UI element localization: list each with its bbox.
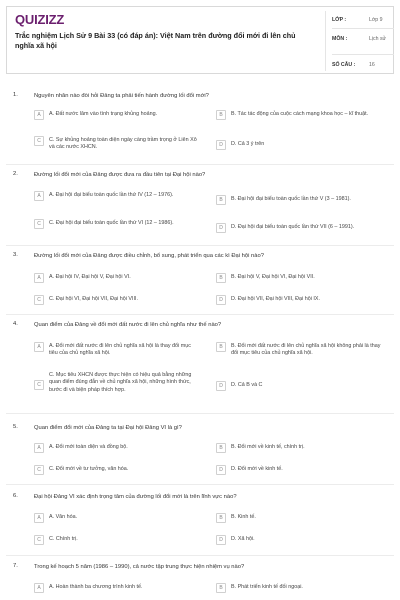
meta-separator	[332, 54, 394, 55]
option-text: D. Đại hội đại biểu toàn quốc lần thứ VII (6 – 1991).	[231, 224, 355, 230]
option-letter-box: C	[34, 136, 44, 146]
quizizz-logo: QUIZIZZ	[15, 12, 65, 27]
question-number: 6.	[13, 493, 18, 499]
option-letter-box: B	[216, 195, 226, 205]
option-letter-box: B	[216, 273, 226, 283]
option-letter-box: A	[34, 583, 44, 593]
option-letter-box: A	[34, 273, 44, 283]
option-letter-box: B	[216, 513, 226, 523]
meta-value-class: Lớp 9	[369, 17, 383, 23]
question-text: Đường lối đổi mới của Đảng được đưa ra đầu tiên tại Đại hội nào?	[34, 172, 206, 178]
question-text: Nguyên nhân nào đòi hỏi Đảng ta phải tiến hành đường lối đổi mới?	[34, 93, 209, 99]
option-letter-box: A	[34, 110, 44, 120]
question-text: Quan điểm đổi mới của Đảng ta tại Đại hội Đảng VI là gì?	[34, 425, 182, 431]
option-text: B. Đại hội V, Đại hội VI, Đại hội VII.	[231, 274, 315, 280]
question-separator	[6, 484, 394, 485]
option-text: B. Kinh tế.	[231, 514, 256, 520]
question-number: 5.	[13, 424, 18, 430]
option-text: B. Tác tác động của cuộc cách mạng khoa học – kĩ thuật.	[231, 111, 369, 117]
option-letter-box: A	[34, 513, 44, 523]
meta-label-subject: MÔN :	[332, 36, 348, 42]
option-text: B. Đại hội đại biểu toàn quốc lần thứ V (3 – 1981).	[231, 196, 351, 202]
question-text: Quan điểm của Đảng về đổi mới đất nước đi lên chủ nghĩa như thế nào?	[34, 322, 222, 328]
option-letter-box: D	[216, 295, 226, 305]
question-separator	[6, 555, 394, 556]
question-number: 4.	[13, 321, 18, 327]
option-text: C. Đổi mới về tư tưởng, văn hóa.	[49, 466, 129, 472]
option-text: B. Phát triển kinh tế đối ngoại.	[231, 584, 303, 590]
option-text: B. Đổi mới về kinh tế, chính trị.	[231, 444, 305, 450]
question-text: Đại hội Đảng VI xác định trọng tâm của đường lối đổi mới là trên lĩnh vực nào?	[34, 494, 237, 500]
option-letter-box: D	[216, 140, 226, 150]
option-text: A. Đại hội đại biểu toàn quốc lần thứ IV (12 – 1976).	[49, 192, 174, 198]
question-number: 7.	[13, 563, 18, 569]
question-separator	[6, 164, 394, 165]
option-text: C. Sự khủng hoảng toàn diện ngày càng trầm trọng ở Liên Xô và các nước XHCN.	[49, 137, 197, 151]
option-letter-box: A	[34, 342, 44, 352]
option-letter-box: B	[216, 443, 226, 453]
option-letter-box: C	[34, 380, 44, 390]
meta-label-class: LỚP :	[332, 17, 347, 23]
question-number: 3.	[13, 252, 18, 258]
option-text: A. Đại hội IV, Đại hội V, Đại hội VI.	[49, 274, 131, 280]
meta-divider	[325, 11, 326, 71]
question-separator	[6, 314, 394, 315]
meta-panel	[332, 7, 394, 73]
option-letter-box: B	[216, 342, 226, 352]
option-text: D. Đại hội VII, Đại hội VIII, Đại hội IX.	[231, 296, 320, 302]
question-number: 2.	[13, 171, 18, 177]
option-letter-box: D	[216, 381, 226, 391]
option-text: B. Đổi mới đất nước đi lên chủ nghĩa xã hội không phải là thay đổi mục tiêu của chủ nghĩa xã hội.	[231, 343, 381, 357]
option-letter-box: B	[216, 583, 226, 593]
question-separator	[6, 245, 394, 246]
option-text: D. Xã hội.	[231, 536, 255, 542]
option-text: C. Đại hội đại biểu toàn quốc lần thứ VI (12 – 1986).	[49, 220, 174, 226]
meta-separator	[332, 28, 394, 29]
option-text: C. Chính trị.	[49, 536, 78, 542]
meta-label-count: SỐ CÂU :	[332, 62, 356, 68]
option-letter-box: C	[34, 295, 44, 305]
meta-value-subject: Lịch sử	[369, 36, 387, 42]
document-title: Trắc nghiệm Lịch Sử 9 Bài 33 (có đáp án): Việt Nam trên đường đổi mới đi lên chủ nghĩa xã hội	[15, 31, 296, 50]
option-text: A. Hoàn thành ba chương trình kinh tế.	[49, 584, 143, 590]
option-text: C. Đại hội VI, Đại hội VII, Đại hội VIII.	[49, 296, 138, 302]
question-text: Trong kế hoạch 5 năm (1986 – 1990), cả nước tập trung thực hiện nhiệm vụ nào?	[34, 564, 245, 570]
option-letter-box: D	[216, 223, 226, 233]
option-letter-box: B	[216, 110, 226, 120]
option-text: D. Cả B và C	[231, 382, 263, 388]
option-letter-box: C	[34, 219, 44, 229]
option-text: A. Đất nước lâm vào tình trạng khủng hoảng.	[49, 111, 158, 117]
option-text: A. Đổi mới toàn diện và đồng bộ.	[49, 444, 128, 450]
option-letter-box: D	[216, 535, 226, 545]
option-text: A. Văn hóa.	[49, 514, 78, 520]
question-separator	[6, 413, 394, 414]
option-text: C. Mục tiêu XHCN được thực hiện có hiệu quả bằng những quan điểm đúng đắn về chủ nghĩa xã hội, những hình thức, bước đi và biện pháp thích hợp.	[49, 372, 192, 393]
option-text: A. Đổi mới đất nước đi lên chủ nghĩa xã hội là thay đổi mục tiêu của chủ nghĩa xã hội.	[49, 343, 191, 357]
option-text: D. Cả 3 ý trên	[231, 141, 265, 147]
option-letter-box: D	[216, 465, 226, 475]
option-letter-box: C	[34, 535, 44, 545]
meta-value-count: 16	[369, 62, 375, 68]
option-text: D. Đổi mới về kinh tế.	[231, 466, 283, 472]
question-number: 1.	[13, 92, 18, 98]
question-text: Đường lối đổi mới của Đảng được điều chỉnh, bổ sung, phát triển qua các kì Đại hội nào?	[34, 253, 264, 259]
document-header	[6, 6, 394, 74]
option-letter-box: C	[34, 465, 44, 475]
option-letter-box: A	[34, 443, 44, 453]
option-letter-box: A	[34, 191, 44, 201]
